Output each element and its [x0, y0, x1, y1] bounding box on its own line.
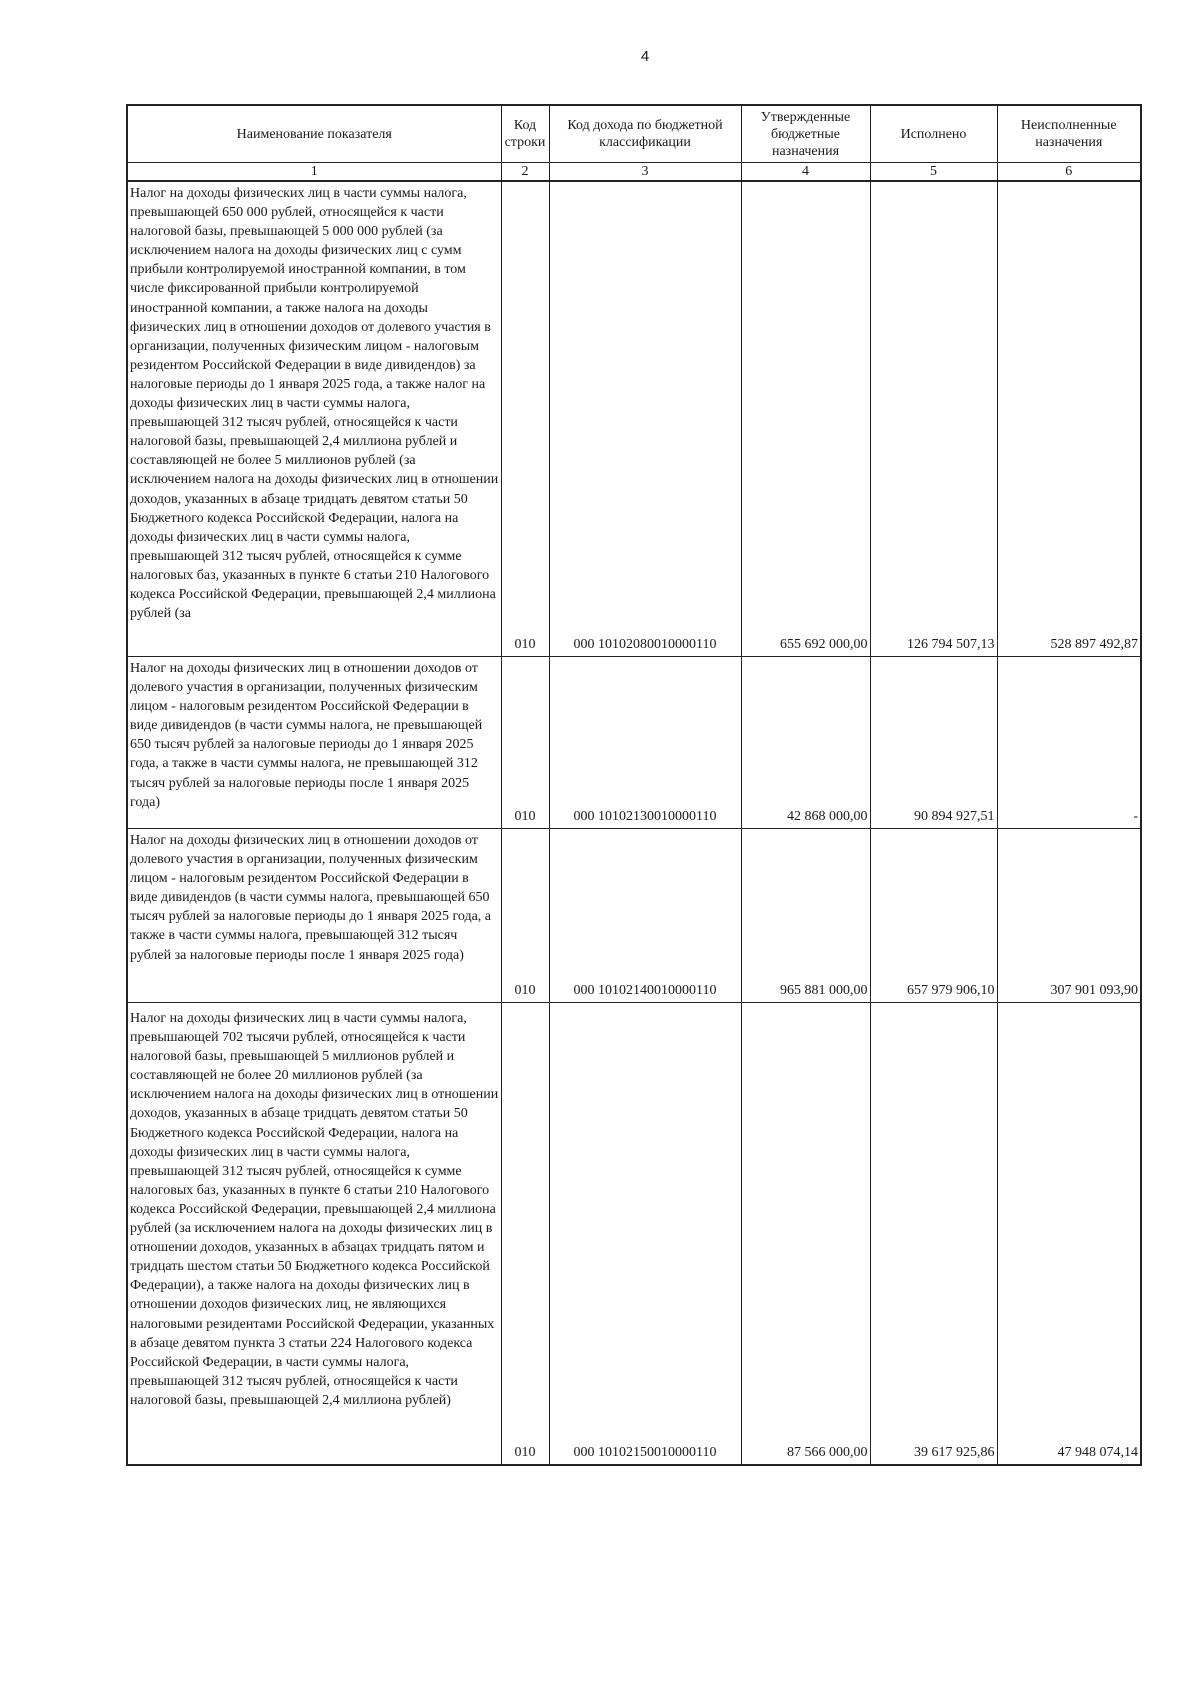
line-code: 010: [501, 829, 549, 1003]
approved-amount: 655 692 000,00: [741, 181, 870, 657]
header-income-code: Код дохода по бюджетной классификации: [549, 105, 741, 163]
page-number: 4: [640, 48, 650, 65]
header-line-code: Код строки: [501, 105, 549, 163]
income-code: 000 10102150010000110: [549, 1003, 741, 1466]
executed-amount: 126 794 507,13: [870, 181, 997, 657]
header-unexecuted: Неисполненные назначения: [997, 105, 1141, 163]
column-number: 1: [127, 163, 501, 182]
indicator-name: Налог на доходы физических лиц в отношении доходов от долевого участия в организации, полученных физическим лицом - налоговым резидентом Российской Федерации в виде дивидендов (в части суммы налога, превышающей 650 тысяч рублей за налоговые периоды до 1 января 2025 года, а также в части суммы налога, превышающей 312 тысяч рублей за налоговые периоды после 1 января 2025 года): [130, 833, 491, 963]
header-indicator-name: Наименование показателя: [127, 105, 501, 163]
executed-amount: 90 894 927,51: [870, 657, 997, 829]
column-number: 3: [549, 163, 741, 182]
approved-amount: 87 566 000,00: [741, 1003, 870, 1466]
executed-amount: 657 979 906,10: [870, 829, 997, 1003]
table-row: [127, 181, 1141, 657]
line-code: 010: [501, 657, 549, 829]
indicator-name-cell: [127, 1003, 501, 1466]
unexecuted-amount: 47 948 074,14: [997, 1003, 1141, 1466]
header-approved: Утвержденные бюджетные назначения: [741, 105, 870, 163]
column-number: 5: [870, 163, 997, 182]
table-header-row: [127, 105, 1141, 163]
executed-amount: 39 617 925,86: [870, 1003, 997, 1466]
approved-amount: 965 881 000,00: [741, 829, 870, 1003]
income-code: 000 10102080010000110: [549, 181, 741, 657]
line-code: 010: [501, 181, 549, 657]
column-number-row: [127, 163, 1141, 182]
column-number: 6: [997, 163, 1141, 182]
line-code: 010: [501, 1003, 549, 1466]
indicator-name-cell: [127, 829, 501, 1003]
unexecuted-amount: 528 897 492,87: [997, 181, 1141, 657]
column-number: 2: [501, 163, 549, 182]
income-code: 000 10102130010000110: [549, 657, 741, 829]
unexecuted-amount: 307 901 093,90: [997, 829, 1141, 1003]
approved-amount: 42 868 000,00: [741, 657, 870, 829]
table-row: [127, 1003, 1141, 1466]
table-row: [127, 829, 1141, 1003]
indicator-name-cell: [127, 181, 501, 657]
indicator-name-cell: [127, 657, 501, 829]
column-number: 4: [741, 163, 870, 182]
income-code: 000 10102140010000110: [549, 829, 741, 1003]
indicator-name: Налог на доходы физических лиц в части суммы налога, превышающей 650 000 рублей, относящейся к части налоговой базы, превышающей 5 000 000 рублей (за исключением налога на доходы физических лиц с сумм прибыли контролируемой иностранной компании, в том числе фиксированной прибыли контролируемой иностранной компании, а также налога на доходы физических лиц в отношении доходов от долевого участия в организации, полученных физическим лицом - налоговым резидентом Российской Федерации в виде дивидендов) за налоговые периоды до 1 января 2025 года, а также налог на доходы физических лиц в части суммы налога, превышающей 312 тысяч рублей, относящейся к части налоговой базы, превышающей 2,4 миллиона рублей и составляющей не более 5 миллионов рублей (за исключением налога на доходы физических лиц в отношении доходов, указанных в абзаце тридцать девятом статьи 50 Бюджетного кодекса Российской Федерации, налога на доходы физических лиц в части суммы налога, превышающей 312 тысяч рублей, относящейся к сумме налоговых баз, указанных в пункте 6 статьи 210 Налогового кодекса Российской Федерации, превышающей 2,4 миллиона рублей (за: [130, 186, 499, 622]
table-row: [127, 657, 1141, 829]
budget-execution-table: [126, 104, 1142, 1466]
indicator-name: Налог на доходы физических лиц в отношении доходов от долевого участия в организации, полученных физическим лицом - налоговым резидентом Российской Федерации в виде дивидендов (в части суммы налога, не превышающей 650 тысяч рублей за налоговые периоды до 1 января 2025 года, а также в части суммы налога, не превышающей 312 тысяч рублей за налоговые периоды после 1 января 2025 года): [130, 661, 483, 810]
unexecuted-amount: -: [997, 657, 1141, 829]
indicator-name: Налог на доходы физических лиц в части суммы налога, превышающей 702 тысячи рублей, относящейся к части налоговой базы, превышающей 5 миллионов рублей и составляющей не более 20 миллионов рублей (за исключением налога на доходы физических лиц в отношении доходов, указанных в абзаце тридцать девятом статьи 50 Бюджетного кодекса Российской Федерации, налога на доходы физических лиц в части суммы налога, превышающей 312 тысяч рублей, относящейся к сумме налоговых баз, указанных в пункте 6 статьи 210 Налогового кодекса Российской Федерации, превышающей 2,4 миллиона рублей (за исключением налога на доходы физических лиц в отношении доходов, указанных в абзацах тридцать пятом и тридцать шестом статьи 50 Бюджетного кодекса Российской Федерации), а также налога на доходы физических лиц в отношении доходов физических лиц, не являющихся налоговыми резидентами Российской Федерации, указанных в абзаце девятом пункта 3 статьи 224 Налогового кодекса Российской Федерации, в части суммы налога, превышающей 312 тысяч рублей, относящейся к части налоговой базы, превышающей 2,4 миллиона рублей): [130, 1011, 499, 1408]
header-executed: Исполнено: [870, 105, 997, 163]
